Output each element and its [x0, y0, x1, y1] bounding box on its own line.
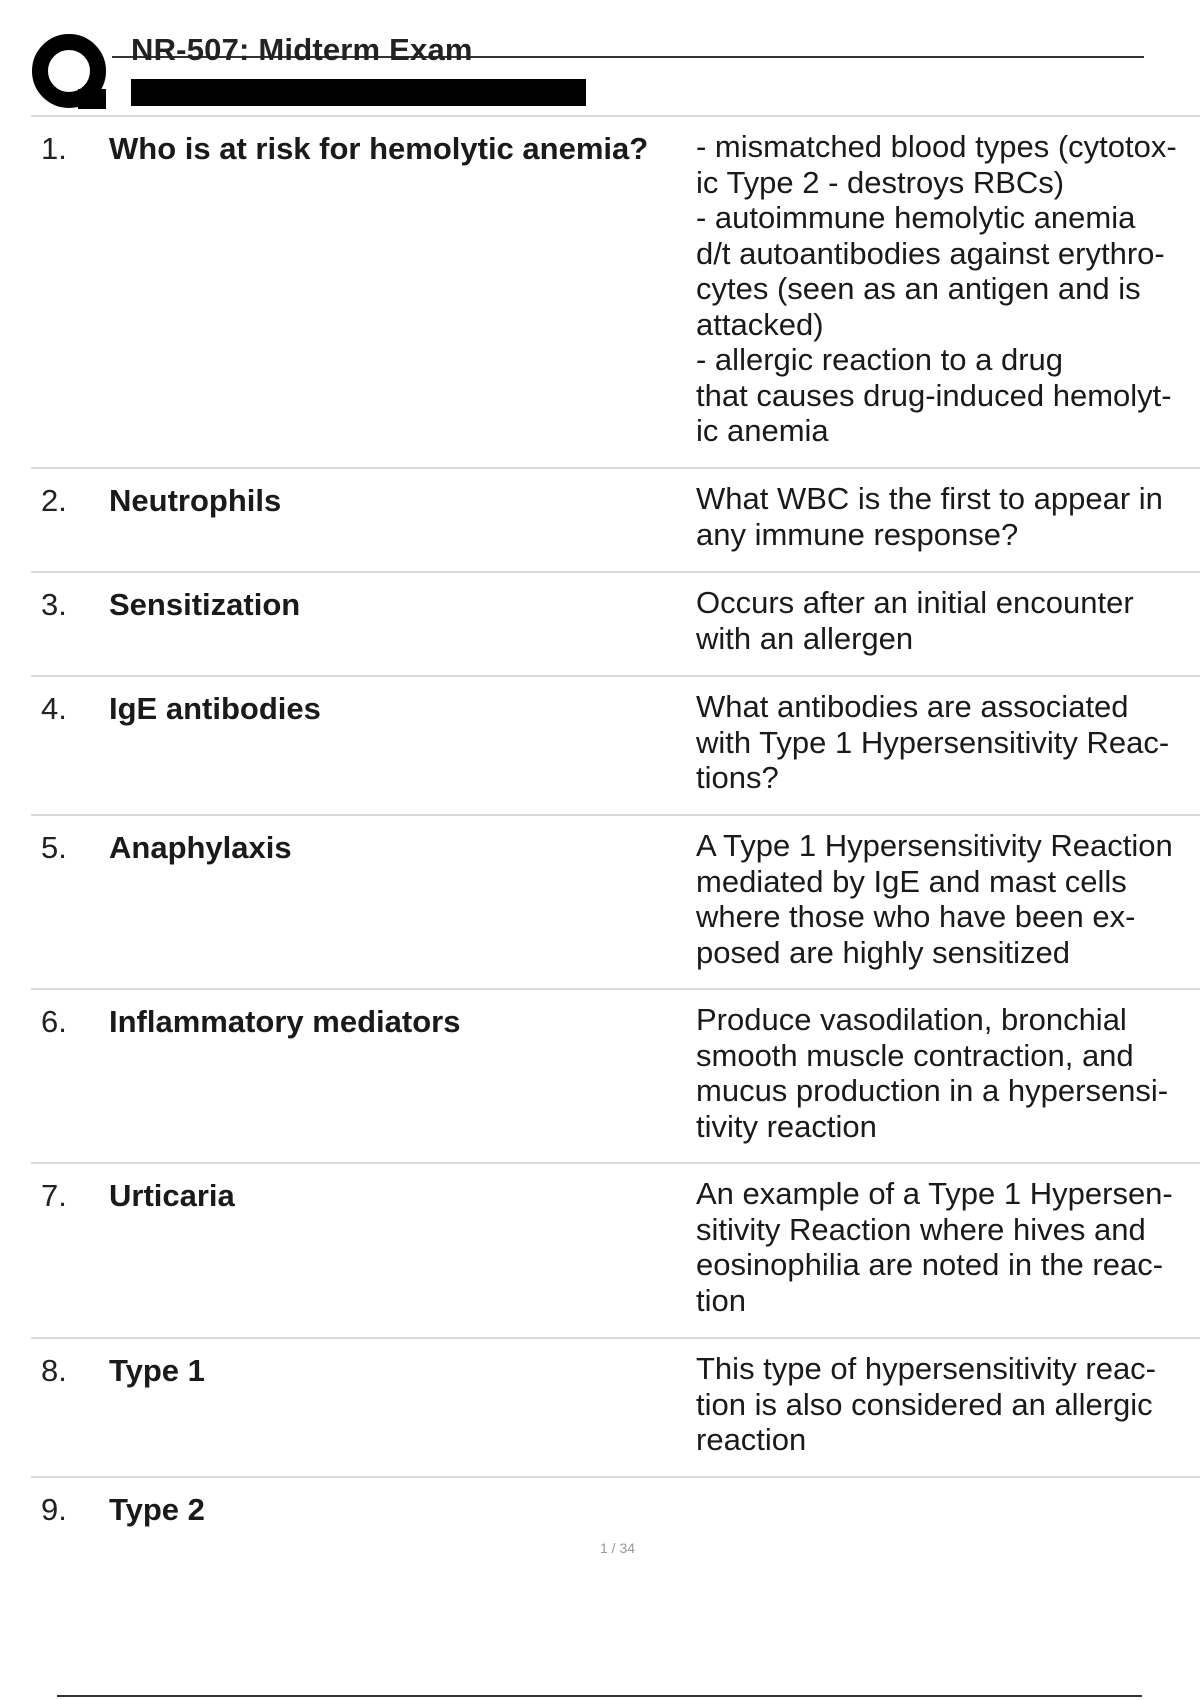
card-number: 6.: [41, 1004, 67, 1039]
definition-line: What antibodies are associated: [696, 689, 1129, 724]
definition-line: mediated by IgE and mast cells: [696, 863, 1127, 899]
definition-line: cytes (seen as an antigen and is: [696, 271, 1141, 306]
card-term: Urticaria: [109, 1178, 235, 1213]
definition-line: where those who have been ex-: [696, 899, 1136, 934]
definition-line: - mismatched blood types (cytotox-: [696, 129, 1177, 164]
card-definition: [696, 481, 1200, 552]
card-definition: [696, 1351, 1200, 1458]
definition-line: ic anemia: [696, 413, 829, 448]
definition-line: tions?: [696, 760, 779, 795]
card-definition: [696, 828, 1200, 970]
card-number: 9.: [41, 1492, 67, 1527]
card-term: Sensitization: [109, 587, 301, 622]
definition-line: tion: [696, 1282, 746, 1318]
card-definition: [696, 585, 1200, 656]
definition-line: posed are highly sensitized: [696, 934, 1070, 970]
definition-line: reaction: [696, 1422, 807, 1457]
table-row: [31, 1478, 1200, 1538]
definition-line: Occurs after an initial encounter: [696, 585, 1134, 620]
definition-line: Produce vasodilation, bronchial: [696, 1002, 1127, 1037]
definition-line: A Type 1 Hypersensitivity Reaction: [696, 828, 1173, 863]
page-title: NR-507: Midterm Exam: [131, 32, 473, 67]
definition-line: - autoimmune hemolytic anemia: [696, 200, 1136, 235]
footer-divider: [57, 1695, 1142, 1697]
table-row: [31, 469, 1200, 573]
definition-line: eosinophilia are noted in the reac-: [696, 1247, 1164, 1282]
card-number: 7.: [41, 1178, 67, 1213]
definition-line: ic Type 2 - destroys RBCs): [696, 164, 1065, 200]
card-definition: [696, 129, 1200, 449]
card-term: Inflammatory mediators: [109, 1004, 461, 1039]
quizlet-q-logo-icon: [30, 33, 110, 113]
definition-line: attacked): [696, 306, 824, 342]
redacted-author-bar: [131, 79, 586, 106]
table-row: [31, 1164, 1200, 1339]
definition-line: any immune response?: [696, 516, 1019, 552]
card-number: 8.: [41, 1353, 67, 1388]
flashcard-table: [31, 115, 1200, 1538]
card-number: 4.: [41, 691, 67, 726]
card-term: Neutrophils: [109, 483, 282, 518]
table-row: [31, 677, 1200, 816]
definition-line: sitivity Reaction where hives and: [696, 1211, 1146, 1247]
table-row: [31, 816, 1200, 990]
definition-line: with Type 1 Hypersensitivity Reac-: [696, 724, 1170, 760]
table-row: [31, 990, 1200, 1164]
definition-line: mucus production in a hypersensi-: [696, 1073, 1169, 1108]
card-number: 3.: [41, 587, 67, 622]
definition-line: - allergic reaction to a drug: [696, 342, 1064, 377]
definition-line: tivity reaction: [696, 1108, 877, 1144]
definition-line: smooth muscle contraction, and: [696, 1037, 1134, 1073]
document-header: [0, 0, 1200, 118]
card-definition: [696, 1002, 1200, 1144]
page-number-indicator: 1 / 34: [599, 1540, 636, 1556]
card-definition: [696, 1176, 1200, 1318]
card-term: Who is at risk for hemolytic anemia?: [109, 131, 649, 166]
definition-line: that causes drug-induced hemolyt-: [696, 377, 1172, 413]
definition-line: tion is also considered an allergic: [696, 1386, 1153, 1422]
definition-line: An example of a Type 1 Hypersen-: [696, 1176, 1173, 1211]
card-term: Anaphylaxis: [109, 830, 292, 865]
card-number: 1.: [41, 131, 67, 166]
card-term: IgE antibodies: [109, 691, 321, 726]
definition-line: This type of hypersensitivity reac-: [696, 1351, 1157, 1386]
card-number: 5.: [41, 830, 67, 865]
card-term: Type 1: [109, 1353, 205, 1388]
table-row: [31, 1339, 1200, 1478]
card-definition: [696, 689, 1200, 796]
card-term: Type 2: [109, 1492, 205, 1527]
definition-line: with an allergen: [696, 620, 914, 656]
card-number: 2.: [41, 483, 67, 518]
table-row: [31, 117, 1200, 469]
definition-line: What WBC is the first to appear in: [696, 481, 1163, 516]
table-row: [31, 573, 1200, 677]
definition-line: d/t autoantibodies against erythro-: [696, 235, 1165, 271]
